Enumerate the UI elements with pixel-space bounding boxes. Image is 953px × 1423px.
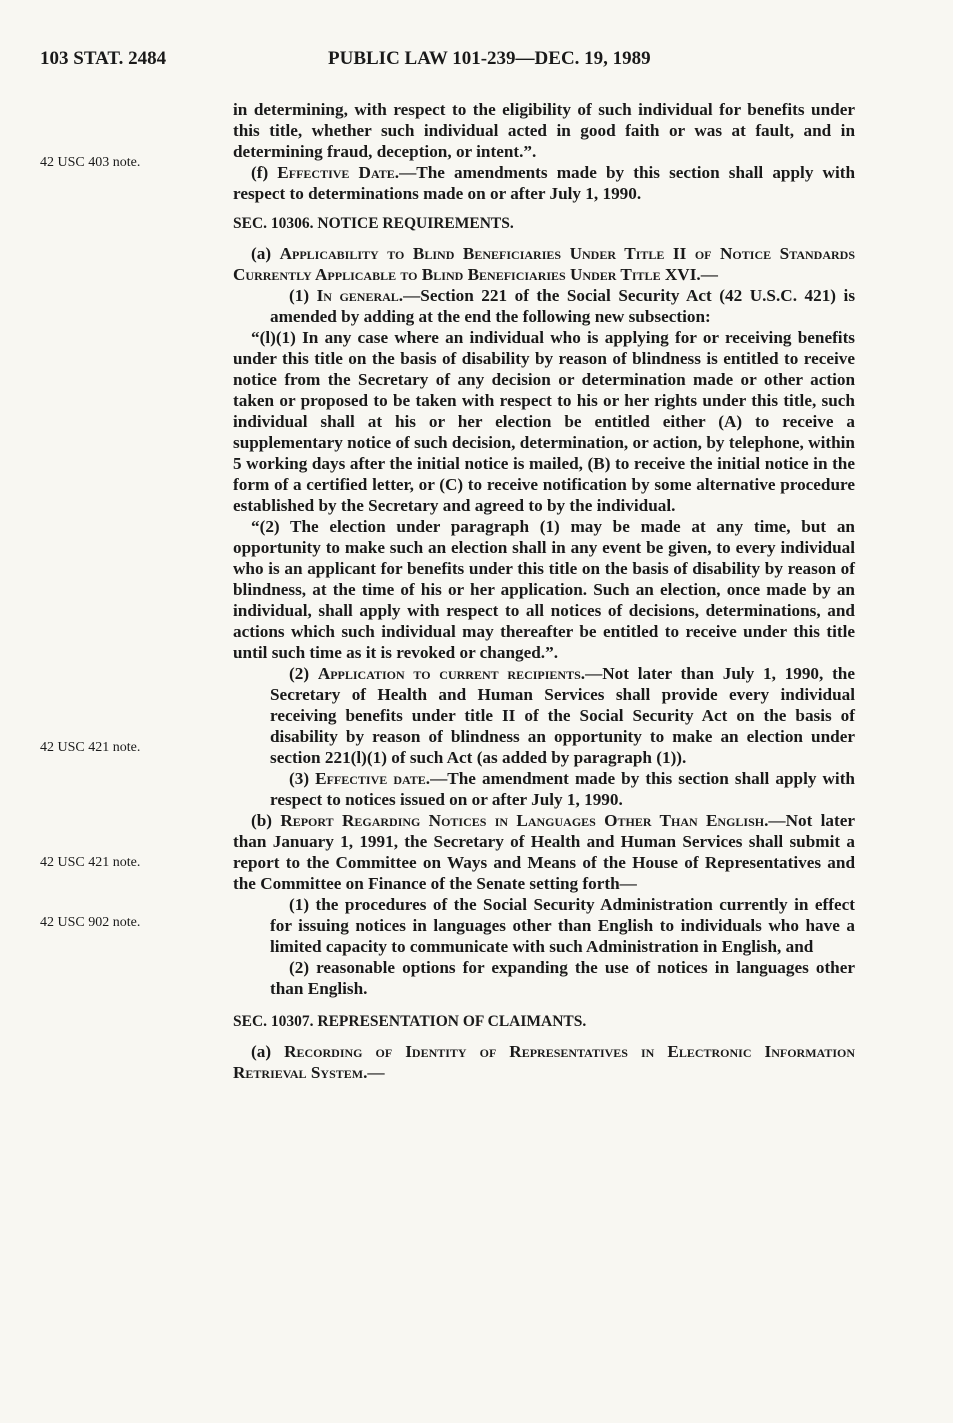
quoted-paragraph-2: “(2) The election under paragraph (1) may be made at any time, but an opportunity to make such an election shall in any event be given, to every individual who is an applicant for benefits under this title on the basis of disability by reason of blindness, at the time of his or her application. Such an election, once made by an individual, shall apply with respect to all notices of decisions, determinations, and actions which such individual may thereafter be entitled to receive under this title until such time as it is revoked or changed.”.: [233, 517, 855, 662]
page-citation: 103 STAT. 2484: [40, 48, 167, 69]
subsection-b-heading: Report Regarding Notices in Languages Other Than English.: [280, 811, 769, 830]
paragraph-a1-body: —Section 221 of the Social Security Act (42 U.S.C. 421) is amended by adding at the end the following new subsection:: [270, 286, 856, 326]
subsection-a: [233, 243, 855, 285]
paragraph-a2-body: —Not later than July 1, 1990, the Secretary of Health and Human Services shall provide every individual receiving benefits under title II of the Social Security Act on the basis of disability by reason of blindness an opportunity to make an election under section 221(l)(1) of such Act (as added by paragraph (1)).: [270, 664, 855, 767]
margin-note-usc-902: 42 USC 902 note.: [40, 915, 141, 930]
paragraph-a1: [233, 285, 855, 327]
subsection-b-text: —Not later than January 1, 1991, the Secretary of Health and Human Services shall submit a report to the Committee on Ways and Means of the House of Representatives and the Committee on Finance of the Senate setting forth—: [233, 811, 855, 893]
subsection-a-label: (a): [251, 244, 280, 263]
paragraph-a2-text: [270, 663, 855, 768]
subsection-f: [233, 162, 855, 204]
statute-body: [233, 99, 855, 1083]
subsection-a-representation-label: (a): [251, 1042, 285, 1061]
subsection-a-representation-dash: —: [367, 1063, 385, 1082]
paragraph-b1-text: (1) the procedures of the Social Security Administration currently in effect for issuing notices in languages other than English to individuals who have a limited capacity to communicate with such Administration in English, and: [270, 895, 855, 956]
paragraph-b2-text: (2) reasonable options for expanding the use of notices in languages other than English.: [270, 958, 855, 998]
subsection-f-label: (f): [251, 163, 278, 182]
paragraph-a1-heading: In general.: [316, 286, 404, 305]
section-10306-heading: SEC. 10306. NOTICE REQUIREMENTS.: [233, 215, 514, 232]
paragraph-a1-label: (1): [289, 286, 317, 305]
subsection-a-dash: —: [700, 265, 718, 284]
subsection-f-text: —The amendments made by this section shall apply with respect to determinations made on or after July 1, 1990.: [233, 163, 856, 203]
paragraph-b1: [233, 894, 855, 957]
paragraph-a2-heading: Application to current recipients.: [317, 664, 586, 683]
paragraph-a1-text: [270, 285, 855, 327]
paragraph-a3-label: (3): [289, 769, 316, 788]
paragraph-a2-label: (2): [289, 664, 318, 683]
paragraph-a3-body: —The amendment made by this section shall apply with respect to notices issued on or after July 1, 1990.: [270, 769, 855, 809]
continuation-paragraph: in determining, with respect to the eligibility of such individual for benefits under this title, whether such individual acted in good faith or was at fault, and in determining fraud, deception, or intent.”.: [233, 100, 855, 161]
paragraph-b2: [233, 957, 855, 999]
paragraph-a3-text: [270, 768, 855, 810]
paragraph-a3: [233, 768, 855, 810]
subsection-a-heading: Applicability to Blind Beneficiaries Under Title II of Notice Standards Currently Applicable to Blind Beneficiaries Under Title XVI.: [233, 244, 855, 284]
margin-note-usc-421: 42 USC 421 note.: [40, 740, 141, 755]
subsection-a-representation-heading: Recording of Identity of Representatives in Electronic Information Retrieval System.: [233, 1042, 855, 1082]
paragraph-a3-heading: Effective date.: [315, 769, 431, 788]
section-10307-heading: SEC. 10307. REPRESENTATION OF CLAIMANTS.: [233, 1013, 587, 1030]
subsection-f-heading: Effective Date.: [277, 163, 400, 182]
subsection-b: [233, 810, 855, 894]
subsection-a-representation: [233, 1041, 855, 1083]
margin-note-usc-403: 42 USC 403 note.: [40, 155, 141, 170]
paragraph-a2: [233, 663, 855, 768]
public-law-header: PUBLIC LAW 101-239—DEC. 19, 1989: [328, 48, 651, 69]
margin-note-usc-421-effective: 42 USC 421 note.: [40, 855, 141, 870]
quoted-paragraph-1: “(l)(1) In any case where an individual who is applying for or receiving benefits under this title on the basis of disability by reason of blindness is entitled to receive notice from the Secretary of any decision or determination made or other action taken or proposed to be taken with respect to his or her rights under this title, such individual shall at his or her election be entitled either (A) to receive a supplementary notice of such decision, determination, or action, by telephone, within 5 working days after the initial notice is mailed, (B) to receive the initial notice in the form of a certified letter, or (C) to receive notification by some alternative procedure established by the Secretary and agreed to by the individual.: [233, 328, 855, 515]
subsection-b-label: (b): [251, 811, 281, 830]
